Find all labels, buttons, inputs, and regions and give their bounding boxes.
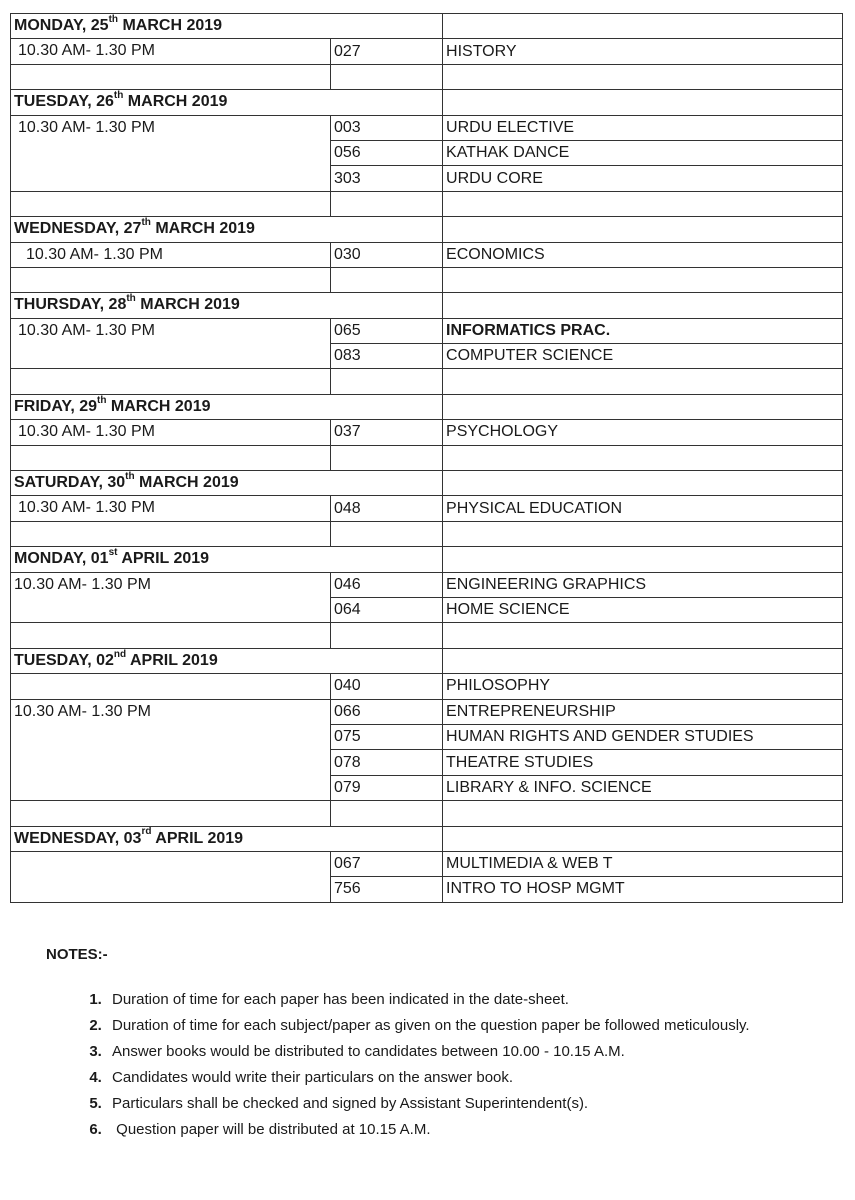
notes-title: NOTES:- [46, 946, 108, 963]
day-header-row [11, 471, 843, 496]
spacer-row [11, 64, 843, 89]
paper-subject: KATHAK DANCE [443, 140, 843, 165]
spacer-row [11, 191, 843, 216]
day-label: THURSDAY, 28th MARCH 2019 [11, 293, 443, 318]
day-label: MONDAY, 01st APRIL 2019 [11, 547, 443, 572]
empty-cell [443, 293, 843, 318]
paper-subject: PHYSICAL EDUCATION [443, 496, 843, 521]
date-sheet-table [10, 13, 843, 903]
spacer-row [11, 521, 843, 546]
paper-subject: COMPUTER SCIENCE [443, 344, 843, 369]
paper-code: 040 [331, 674, 443, 699]
paper-subject: LIBRARY & INFO. SCIENCE [443, 775, 843, 800]
empty-cell [443, 471, 843, 496]
paper-code: 075 [331, 724, 443, 749]
date-sheet-body [11, 14, 843, 903]
spacer-row [11, 801, 843, 826]
day-header-row [11, 14, 843, 39]
empty-cell [443, 394, 843, 419]
day-label: MONDAY, 25th MARCH 2019 [11, 14, 443, 39]
paper-subject: INFORMATICS PRAC. [443, 318, 843, 343]
paper-row [11, 496, 843, 521]
paper-code: 048 [331, 496, 443, 521]
paper-code: 756 [331, 877, 443, 902]
paper-row [11, 242, 843, 267]
empty-cell [443, 547, 843, 572]
empty-cell [443, 90, 843, 115]
paper-row [11, 572, 843, 597]
note-item: 6. Question paper will be distributed at 10.15 A.M. [106, 1117, 806, 1143]
time-cell: 10.30 AM- 1.30 PM [11, 115, 331, 191]
day-header-row [11, 90, 843, 115]
paper-code: 065 [331, 318, 443, 343]
time-cell: 10.30 AM- 1.30 PM [11, 420, 331, 445]
paper-code: 064 [331, 597, 443, 622]
note-item: 3. Answer books would be distributed to candidates between 10.00 - 10.15 A.M. [106, 1039, 806, 1065]
paper-subject: URDU ELECTIVE [443, 115, 843, 140]
paper-row [11, 674, 843, 699]
paper-code: 066 [331, 699, 443, 724]
paper-row [11, 420, 843, 445]
time-cell: 10.30 AM- 1.30 PM [11, 318, 331, 369]
paper-subject: ENTREPRENEURSHIP [443, 699, 843, 724]
day-label: FRIDAY, 29th MARCH 2019 [11, 394, 443, 419]
spacer-row [11, 369, 843, 394]
paper-row [11, 115, 843, 140]
time-cell: 10.30 AM- 1.30 PM [11, 39, 331, 64]
paper-code: 003 [331, 115, 443, 140]
empty-cell [443, 648, 843, 673]
note-item: 2. Duration of time for each subject/paper as given on the question paper be followed meticulously. [106, 1013, 806, 1039]
day-header-row [11, 394, 843, 419]
paper-row [11, 851, 843, 876]
paper-subject: PSYCHOLOGY [443, 420, 843, 445]
notes-section [46, 946, 806, 1143]
day-header-row [11, 547, 843, 572]
paper-row [11, 318, 843, 343]
paper-code: 303 [331, 166, 443, 191]
note-item: 5. Particulars shall be checked and signed by Assistant Superintendent(s). [106, 1091, 806, 1117]
paper-subject: HISTORY [443, 39, 843, 64]
day-header-row [11, 217, 843, 242]
day-label: WEDNESDAY, 03rd APRIL 2019 [11, 826, 443, 851]
paper-subject: HUMAN RIGHTS AND GENDER STUDIES [443, 724, 843, 749]
paper-code: 079 [331, 775, 443, 800]
paper-row [11, 699, 843, 724]
spacer-row [11, 445, 843, 470]
paper-code: 083 [331, 344, 443, 369]
time-cell: 10.30 AM- 1.30 PM [11, 572, 331, 623]
paper-row [11, 39, 843, 64]
day-label: TUESDAY, 02nd APRIL 2019 [11, 648, 443, 673]
notes-list [46, 987, 806, 1143]
paper-subject: URDU CORE [443, 166, 843, 191]
day-label: SATURDAY, 30th MARCH 2019 [11, 471, 443, 496]
note-item: 1. Duration of time for each paper has been indicated in the date-sheet. [106, 987, 806, 1013]
paper-subject: THEATRE STUDIES [443, 750, 843, 775]
day-header-row [11, 826, 843, 851]
empty-cell [443, 826, 843, 851]
time-cell: 10.30 AM- 1.30 PM [11, 496, 331, 521]
paper-subject: HOME SCIENCE [443, 597, 843, 622]
paper-code: 067 [331, 851, 443, 876]
paper-code: 027 [331, 39, 443, 64]
paper-code: 056 [331, 140, 443, 165]
day-label: TUESDAY, 26th MARCH 2019 [11, 90, 443, 115]
paper-subject: MULTIMEDIA & WEB T [443, 851, 843, 876]
time-cell: 10.30 AM- 1.30 PM [11, 242, 331, 267]
paper-code: 030 [331, 242, 443, 267]
empty-cell [443, 14, 843, 39]
paper-subject: INTRO TO HOSP MGMT [443, 877, 843, 902]
paper-code: 037 [331, 420, 443, 445]
paper-code: 046 [331, 572, 443, 597]
paper-subject: ENGINEERING GRAPHICS [443, 572, 843, 597]
time-cell: 10.30 AM- 1.30 PM [11, 699, 331, 801]
empty-cell [11, 674, 331, 699]
paper-code: 078 [331, 750, 443, 775]
day-header-row [11, 293, 843, 318]
empty-cell [443, 217, 843, 242]
time-cell [11, 851, 331, 902]
paper-subject: ECONOMICS [443, 242, 843, 267]
day-header-row [11, 648, 843, 673]
paper-subject: PHILOSOPHY [443, 674, 843, 699]
spacer-row [11, 623, 843, 648]
note-item: 4. Candidates would write their particulars on the answer book. [106, 1065, 806, 1091]
day-label: WEDNESDAY, 27th MARCH 2019 [11, 217, 443, 242]
spacer-row [11, 267, 843, 292]
